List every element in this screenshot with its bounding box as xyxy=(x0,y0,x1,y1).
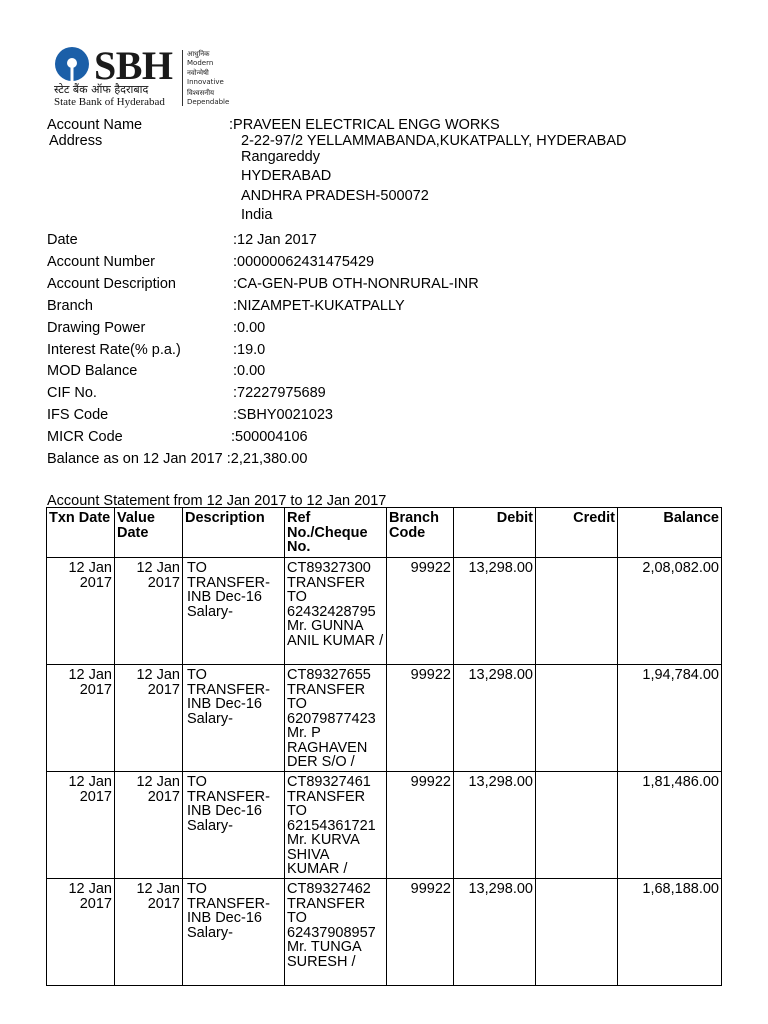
txn-date-cell: 12 Jan 2017 xyxy=(47,879,115,986)
mod-balance-label: MOD Balance xyxy=(47,363,138,379)
branch-code-cell: 99922 xyxy=(387,879,454,986)
header-value-date: Value Date xyxy=(115,508,183,558)
cif-label: CIF No. xyxy=(47,385,97,401)
txn-date-cell: 12 Jan 2017 xyxy=(47,772,115,879)
table-row xyxy=(47,558,722,665)
value-date-cell: 12 Jan 2017 xyxy=(115,879,183,986)
table-header-row xyxy=(47,508,722,558)
ref-cell: CT89327462 TRANSFER TO 62437908957 Mr. TUNGA SURESH / xyxy=(285,879,387,986)
description-text: TO TRANSFER-INB Dec-16 Salary- xyxy=(187,774,270,834)
logo-hindi-name: स्टेट बैंक ऑफ हैदराबाद xyxy=(54,83,149,96)
table-row xyxy=(47,772,722,879)
description-cell xyxy=(183,558,285,665)
micr-code-label: MICR Code xyxy=(47,429,123,445)
mod-balance-value: :0.00 xyxy=(233,363,266,379)
header-credit: Credit xyxy=(536,508,618,558)
logo-english-name: State Bank of Hyderabad xyxy=(54,96,165,108)
header-txn-date: Txn Date xyxy=(47,508,115,558)
description-cell xyxy=(183,879,285,986)
drawing-power-label: Drawing Power xyxy=(47,320,146,336)
branch-label: Branch xyxy=(47,298,93,314)
branch-code-cell: 99922 xyxy=(387,772,454,879)
txn-date-cell: 12 Jan 2017 xyxy=(47,558,115,665)
credit-cell xyxy=(536,558,618,665)
ref-cell: CT89327300 TRANSFER TO 62432428795 Mr. GUNNA ANIL KUMAR / xyxy=(285,558,387,665)
balance-cell: 1,81,486.00 xyxy=(618,772,722,879)
ifs-code-value: :SBHY0021023 xyxy=(233,407,333,423)
header-ref: Ref No./Cheque No. xyxy=(285,508,387,558)
date-label: Date xyxy=(47,232,78,248)
tagline-6: Dependable xyxy=(187,98,230,106)
ref-cell: CT89327461 TRANSFER TO 62154361721 Mr. KURVA SHIVA KUMAR / xyxy=(285,772,387,879)
tagline-1: आधुनिक xyxy=(187,50,210,58)
ref-cell: CT89327655 TRANSFER TO 62079877423 Mr. P RAGHAVEN DER S/O / xyxy=(285,665,387,772)
table-row xyxy=(47,879,722,986)
account-description-value: :CA-GEN-PUB OTH-NONRURAL-INR xyxy=(233,276,479,292)
address-label: Address xyxy=(49,133,103,149)
account-number-value: :00000062431475429 xyxy=(233,254,375,270)
tagline-4: Innovative xyxy=(187,78,224,86)
value-date-cell: 12 Jan 2017 xyxy=(115,558,183,665)
branch-code-cell: 99922 xyxy=(387,558,454,665)
debit-cell: 13,298.00 xyxy=(454,665,536,772)
txn-date-cell: 12 Jan 2017 xyxy=(47,665,115,772)
address-line-2: Rangareddy xyxy=(241,149,320,165)
sbi-keyhole-icon xyxy=(54,46,90,82)
tagline-3: नवोन्मेषी xyxy=(187,69,209,77)
balance-cell: 1,68,188.00 xyxy=(618,879,722,986)
header-branch-code: Branch Code xyxy=(387,508,454,558)
tagline-5: विश्वसनीय xyxy=(187,89,215,97)
statement-table xyxy=(46,507,722,986)
credit-cell xyxy=(536,772,618,879)
branch-value: :NIZAMPET-KUKATPALLY xyxy=(233,298,405,314)
balance-line: Balance as on 12 Jan 2017 :2,21,380.00 xyxy=(47,451,308,467)
balance-cell: 2,08,082.00 xyxy=(618,558,722,665)
cif-value: :72227975689 xyxy=(233,385,326,401)
header-balance: Balance xyxy=(618,508,722,558)
description-cell xyxy=(183,772,285,879)
value-date-cell: 12 Jan 2017 xyxy=(115,772,183,879)
account-name-label: Account Name xyxy=(47,117,143,133)
account-description-label: Account Description xyxy=(47,276,176,292)
statement-title: Account Statement from 12 Jan 2017 to 12 Jan 2017 xyxy=(47,493,387,509)
table-row xyxy=(47,665,722,772)
debit-cell: 13,298.00 xyxy=(454,558,536,665)
value-date-cell: 12 Jan 2017 xyxy=(115,665,183,772)
interest-rate-value: :19.0 xyxy=(233,342,266,358)
credit-cell xyxy=(536,665,618,772)
address-line-4: ANDHRA PRADESH-500072 xyxy=(241,188,429,204)
tagline-2: Modern xyxy=(187,59,214,67)
branch-code-cell: 99922 xyxy=(387,665,454,772)
description-cell xyxy=(183,665,285,772)
description-text: TO TRANSFER-INB Dec-16 Salary- xyxy=(187,667,270,727)
header-description: Description xyxy=(183,508,285,558)
date-value: :12 Jan 2017 xyxy=(233,232,317,248)
address-line-5: India xyxy=(241,207,273,223)
description-text: TO TRANSFER-INB Dec-16 Salary- xyxy=(187,881,270,941)
drawing-power-value: :0.00 xyxy=(233,320,266,336)
logo-divider xyxy=(182,50,183,106)
balance-cell: 1,94,784.00 xyxy=(618,665,722,772)
description-text: TO TRANSFER-INB Dec-16 Salary- xyxy=(187,560,270,620)
credit-cell xyxy=(536,879,618,986)
address-line-1: 2-22-97/2 YELLAMMABANDA,KUKATPALLY, HYDERABAD xyxy=(241,133,627,149)
account-name-value: :PRAVEEN ELECTRICAL ENGG WORKS xyxy=(229,117,500,133)
interest-rate-label: Interest Rate(% p.a.) xyxy=(47,342,181,358)
debit-cell: 13,298.00 xyxy=(454,879,536,986)
micr-code-value: :500004106 xyxy=(231,429,308,445)
debit-cell: 13,298.00 xyxy=(454,772,536,879)
header-debit: Debit xyxy=(454,508,536,558)
ifs-code-label: IFS Code xyxy=(47,407,109,423)
account-number-label: Account Number xyxy=(47,254,155,270)
bank-logo xyxy=(54,43,234,108)
logo-wordmark: SBH xyxy=(94,43,173,88)
address-line-3: HYDERABAD xyxy=(241,168,332,184)
